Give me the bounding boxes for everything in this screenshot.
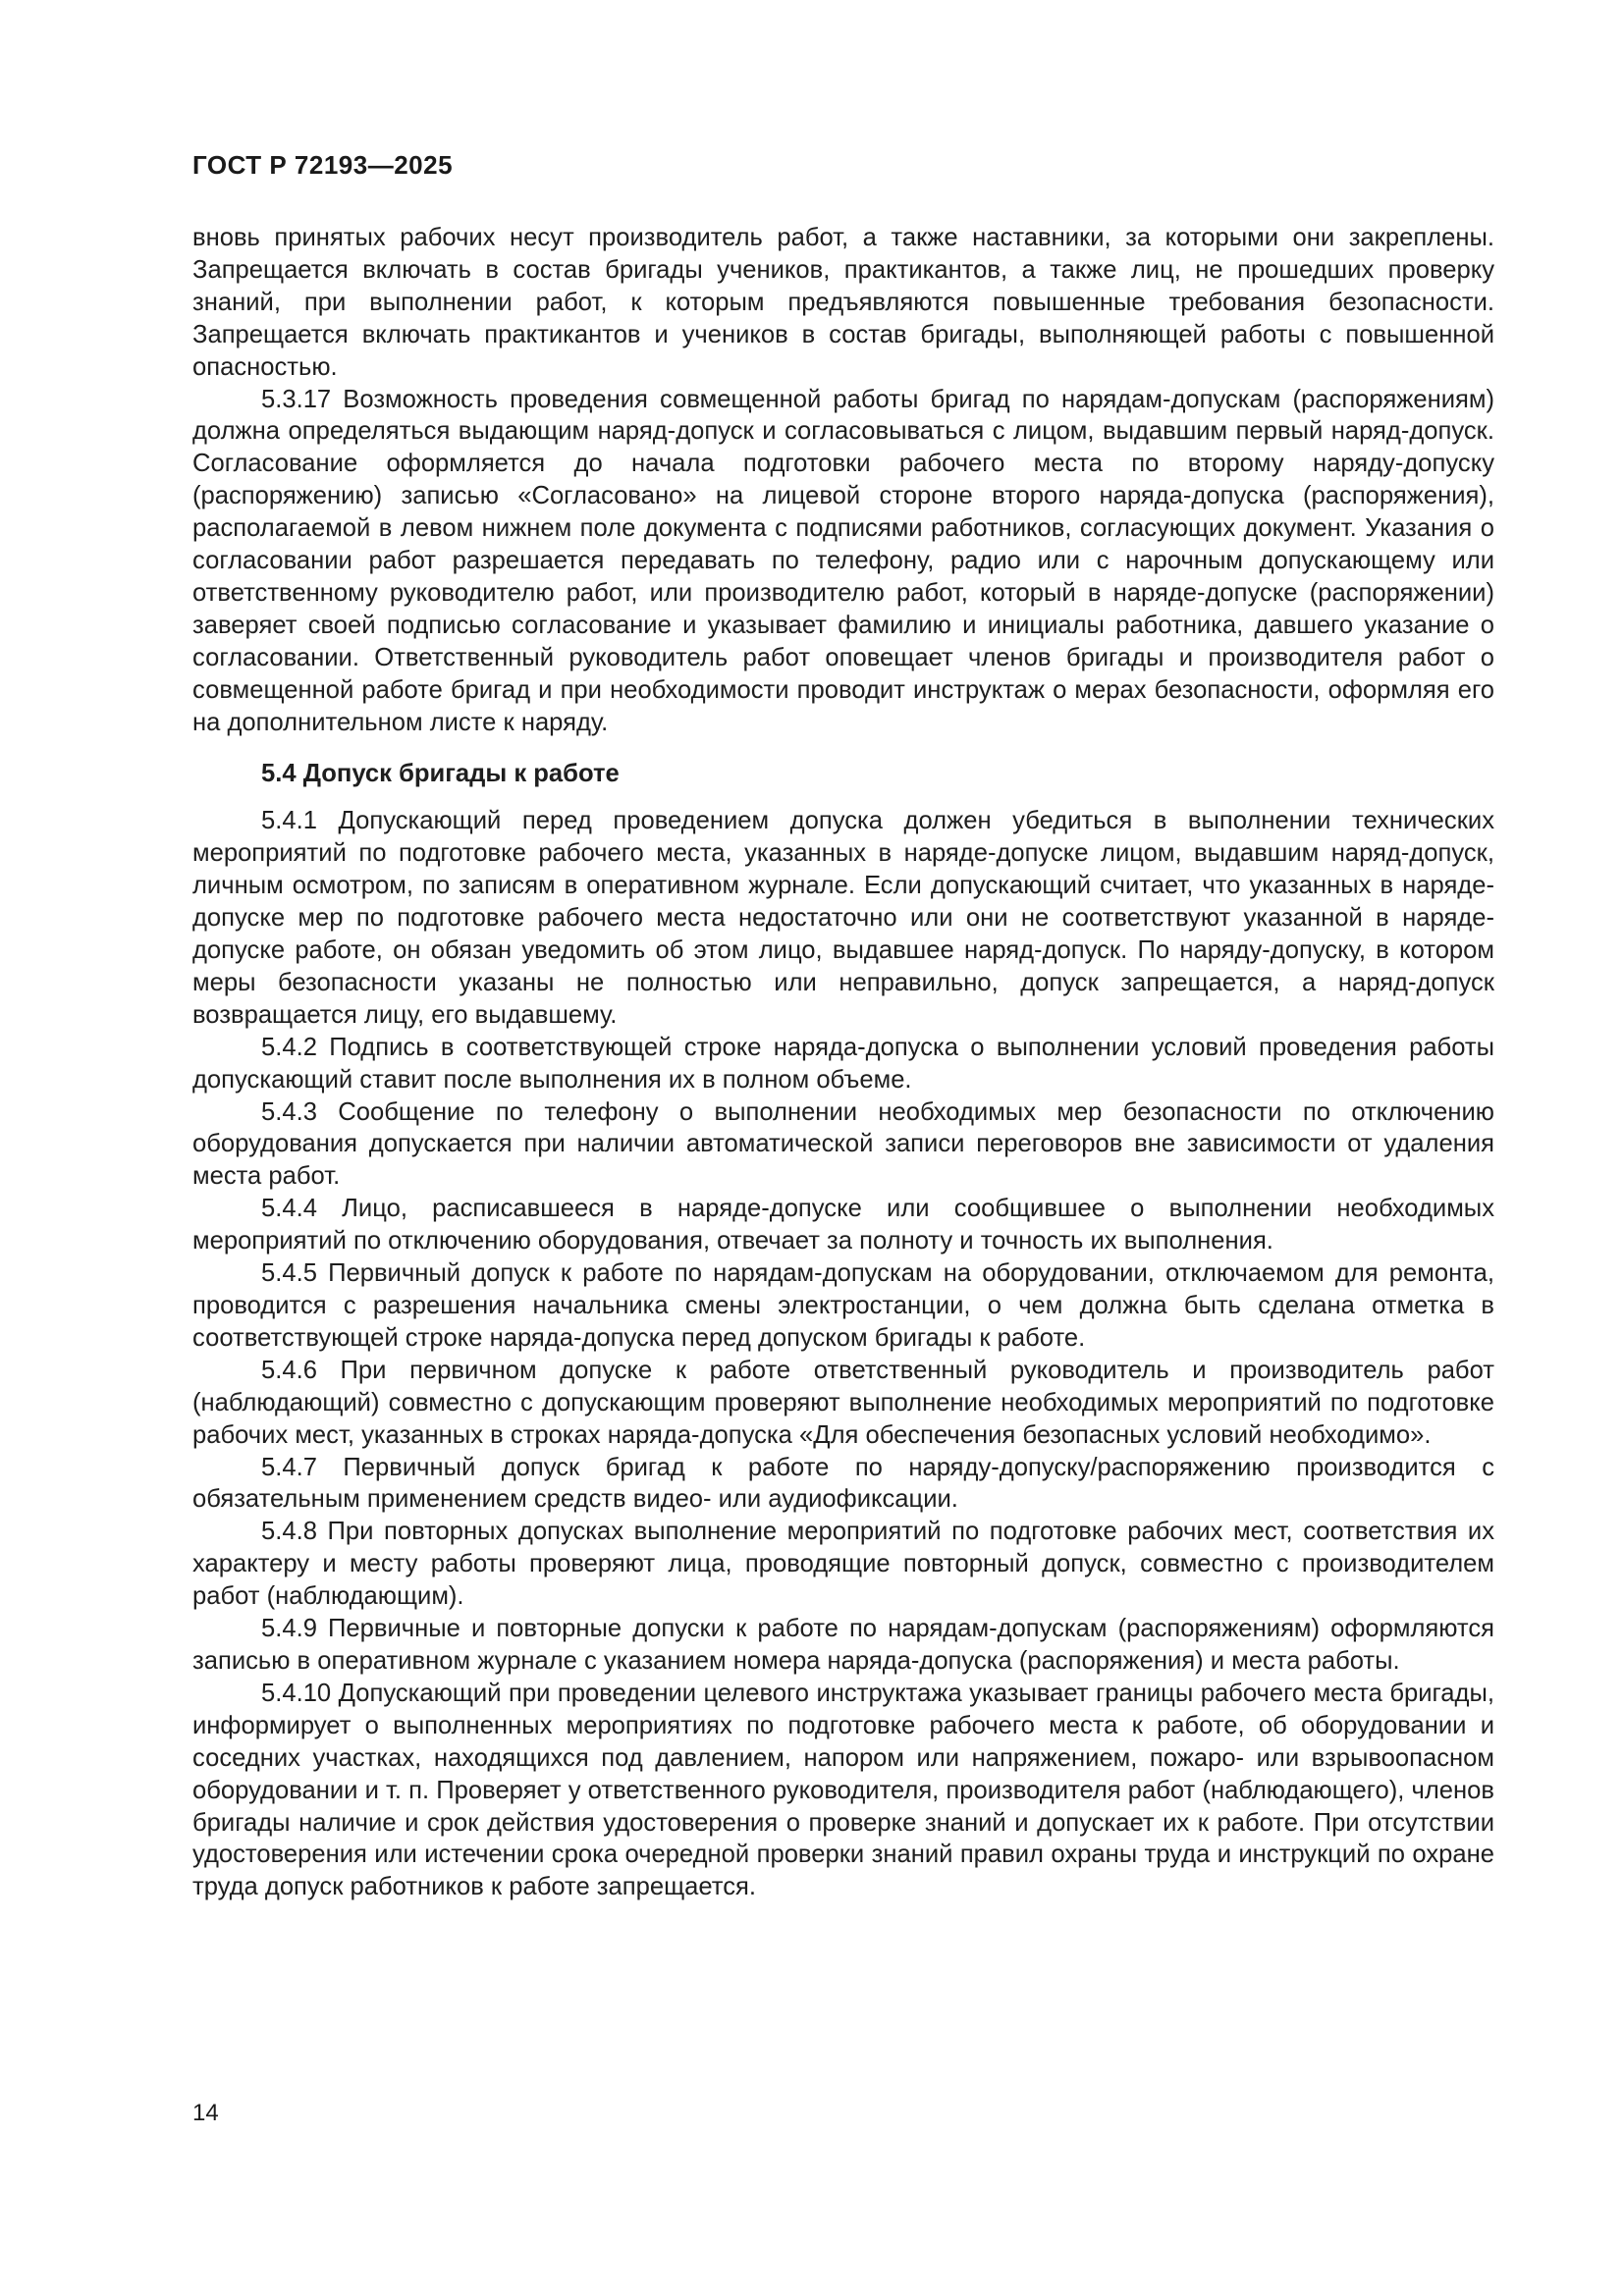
paragraph-5-4-4: 5.4.4 Лицо, расписавшееся в наряде-допуске или сообщившее о выполнении необходимых мероприятий по отключению оборудования, отвечает за полноту и точность их выполнения. — [192, 1195, 1494, 1255]
paragraph-5-4-9: 5.4.9 Первичные и повторные допуски к работе по нарядам-допускам (распоряжениям) оформляются записью в оперативном журнале с указанием номера наряда-допуска (распоряжения) и места работы. — [192, 1615, 1494, 1675]
paragraph-5-4-6: 5.4.6 При первичном допуске к работе ответственный руководитель и производитель работ (наблюдающий) совместно с допускающим проверяют выполнение необходимых мероприятий по подготовке рабочих мест, указанных в строках наряда-допуска «Для обеспечения безопасных условий необходимо». — [192, 1356, 1494, 1449]
paragraph-5-3-17: 5.3.17 Возможность проведения совмещенной работы бригад по нарядам-допускам (распоряжениям) должна определяться выдающим наряд-допуск и согласовываться с лицом, выдавшим первый наряд-допуск. Согласование оформляется до начала подготовки рабочего места по второму наряду-допуску (распоряжению) записью «Согласовано» на лицевой стороне второго наряда-допуска (распоряжения), располагаемой в левом нижнем поле документа с подписями работников, согласующих документ. Указания о согласовании работ разрешается передавать по телефону, радио или с нарочным допускающему или ответственному руководителю работ, или производителю работ, который в наряде-допуске (распоряжении) заверяет своей подписью согласование и указывает фамилию и инициалы работника, давшего указание о согласовании. Ответственный руководитель работ оповещает членов бригады и производителя работ о совмещенной работе бригад и при необходимости проводит инструктаж о мерах безопасности, оформляя его на дополнительном листе к наряду. — [192, 385, 1494, 736]
paragraph-5-4-5: 5.4.5 Первичный допуск к работе по нарядам-допускам на оборудовании, отключаемом для ремонта, проводится с разрешения начальника смены электростанции, о чем должна быть сделана отметка в соответствующей строке наряда-допуска перед допуском бригады к работе. — [192, 1259, 1494, 1352]
document-header: ГОСТ Р 72193—2025 — [192, 150, 454, 180]
document-body — [192, 222, 1494, 1903]
section-heading: 5.4 Допуск бригады к работе — [261, 759, 620, 787]
paragraph-5-4-10: 5.4.10 Допускающий при проведении целевого инструктажа указывает границы рабочего места бригады, информирует о выполненных мероприятиях по подготовке рабочего места к работе, об оборудовании и соседних участках, находящихся под давлением, напором или напряжением, пожаро- или взрывоопасном оборудовании и т. п. Проверяет у ответственного руководителя, производителя работ (наблюдающего), членов бригады наличие и срок действия удостоверения о проверке знаний и допускает их к работе. При отсутствии удостоверения или истечении срока очередной проверки знаний правил охраны труда и инструкций по охране труда допуск работников к работе запрещается. — [192, 1679, 1494, 1901]
paragraph-continuation: вновь принятых рабочих несут производитель работ, а также наставники, за которыми они закреплены. Запрещается включать в состав бригады учеников, практикантов, а также лиц, не прошедших проверку знаний, при выполнении работ, к которым предъявляются повышенные требования безопасности. Запрещается включать практикантов и учеников в состав бригады, выполняющей работы с повышенной опасностью. — [192, 224, 1494, 381]
paragraph-5-4-7: 5.4.7 Первичный допуск бригад к работе по наряду-допуску/распоряжению производится с обязательным применением средств видео- или аудиофиксации. — [192, 1453, 1494, 1514]
paragraph-5-4-1: 5.4.1 Допускающий перед проведением допуска должен убедиться в выполнении технических мероприятий по подготовке рабочего места, указанных в наряде-допуске лицом, выдавшим наряд-допуск, личным осмотром, по записям в оперативном журнале. Если допускающий считает, что указанных в наряде-допуске мер по подготовке рабочего места недостаточно или они не соответствуют указанной в наряде-допуске работе, он обязан уведомить об этом лицо, выдавшее наряд-допуск. По наряду-допуску, в котором меры безопасности указаны не полностью или неправильно, допуск запрещается, а наряд-допуск возвращается лицу, его выдавшему. — [192, 807, 1494, 1029]
page-number: 14 — [192, 2100, 219, 2126]
paragraph-5-4-8: 5.4.8 При повторных допусках выполнение мероприятий по подготовке рабочих мест, соответствия их характеру и месту работы проверяют лица, проводящие повторный допуск, совместно с производителем работ (наблюдающим). — [192, 1518, 1494, 1611]
paragraph-5-4-2: 5.4.2 Подпись в соответствующей строке наряда-допуска о выполнении условий проведения работы допускающий ставит после выполнения их в полном объеме. — [192, 1033, 1494, 1094]
paragraph-5-4-3: 5.4.3 Сообщение по телефону о выполнении необходимых мер безопасности по отключению оборудования допускается при наличии автоматической записи переговоров вне зависимости от удаления места работ. — [192, 1097, 1494, 1191]
